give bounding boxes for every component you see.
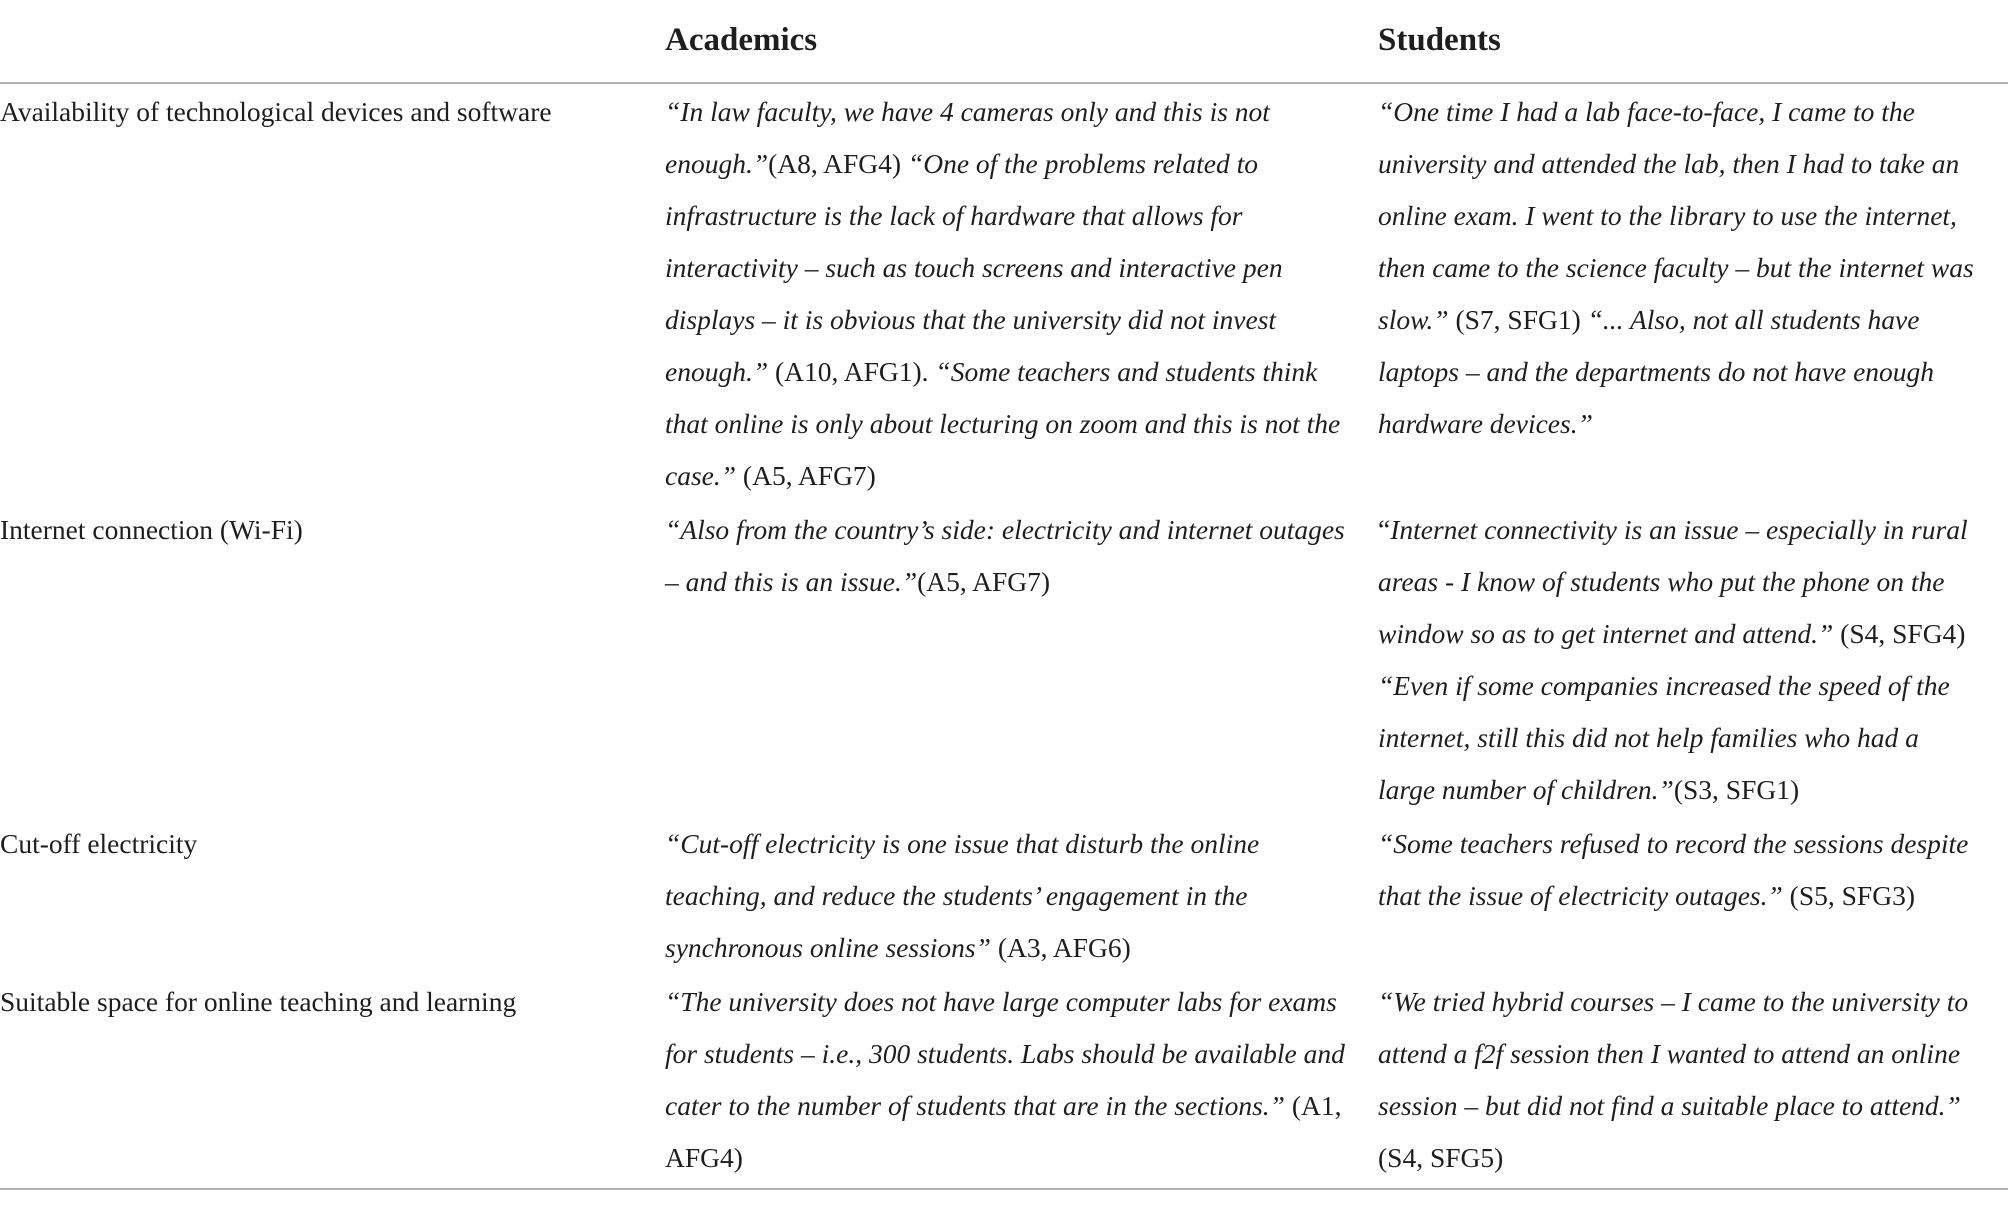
academics-cell <box>665 974 1378 1189</box>
quote-reference: (A1, AFG4) <box>665 1090 1342 1173</box>
table-row <box>0 974 2008 1189</box>
header-academics: Academics <box>665 0 1378 83</box>
row-label: Availability of technological devices and software <box>0 96 552 127</box>
header-students: Students <box>1378 0 2008 83</box>
quote-reference: (S4, SFG4) <box>1833 618 1966 649</box>
quote-text: “One time I had a lab face-to-face, I came to the university and attended the lab, then I had to take an online exam. I went to the library to use the internet, then came to the science faculty – but the internet was slow.” <box>1378 96 1974 335</box>
quote-reference: (S4, SFG5) <box>1378 1142 1504 1173</box>
academics-cell <box>665 816 1378 974</box>
quote-text: “Some teachers refused to record the sessions despite that the issue of electricity outages.” <box>1378 828 1969 911</box>
quote-reference: (A3, AFG6) <box>990 932 1131 963</box>
table-row <box>0 502 2008 816</box>
quote-open-mark: “ <box>1378 514 1391 545</box>
quote-text: “In law faculty, we have 4 cameras only and this is not enough.” <box>665 96 1270 179</box>
row-label: Internet connection (Wi-Fi) <box>0 514 303 545</box>
quote-reference: (A5, AFG7) <box>736 460 876 491</box>
academics-cell <box>665 502 1378 816</box>
header-row <box>0 0 2008 83</box>
quote-text: “Even if some companies increased the speed of the internet, still this did not help families who had a large number of children.” <box>1378 670 1950 805</box>
quote-text: “The university does not have large computer labs for exams for students – i.e., 300 students. Labs should be available and cater to the number of students that are in the sections.” <box>665 986 1345 1121</box>
table-row <box>0 83 2008 502</box>
quote-reference: (S7, SFG1) <box>1448 304 1588 335</box>
quote-reference: (A10, AFG1). <box>768 356 936 387</box>
quote-reference: (S3, SFG1) <box>1673 774 1800 805</box>
row-label: Suitable space for online teaching and learning <box>0 974 665 1189</box>
students-cell <box>1378 974 2008 1189</box>
quote-text: “Cut-off electricity is one issue that disturb the online teaching, and reduce the students’ engagement in the synchronous online sessions” <box>665 828 1260 963</box>
quote-text: “Some teachers and students think that online is only about lecturing on zoom and this is not the case.” <box>665 356 1341 491</box>
quote-text: “... Also, not all students have laptops – and the departments do not have enough hardware devices.” <box>1378 304 1935 439</box>
quote-reference: (A5, AFG7) <box>917 566 1051 597</box>
quote-text: “We tried hybrid courses – I came to the university to attend a f2f session then I wanted to attend an online session – but did not find a suitable place to attend.” <box>1378 986 1969 1121</box>
quote-reference: (S5, SFG3) <box>1782 880 1915 911</box>
students-cell <box>1378 83 2008 502</box>
students-cell <box>1378 816 2008 974</box>
quote-reference: (A8, AFG4) <box>768 148 908 179</box>
students-cell <box>1378 502 2008 816</box>
row-label: Cut-off electricity <box>0 828 198 859</box>
quote-text: Internet connectivity is an issue – especially in rural areas - I know of students who put the phone on the window so as to get internet and attend.” <box>1378 514 1968 649</box>
quote-text: “One of the problems related to infrastructure is the lack of hardware that allows for interactivity – such as touch screens and interactive pen displays – it is obvious that the university did not invest enough.” <box>665 148 1283 387</box>
quote-text: “Also from the country’s side: electricity and internet outages – and this is an issue.” <box>665 514 1345 597</box>
academics-cell <box>665 83 1378 502</box>
header-theme <box>0 0 665 83</box>
table-row <box>0 816 2008 974</box>
